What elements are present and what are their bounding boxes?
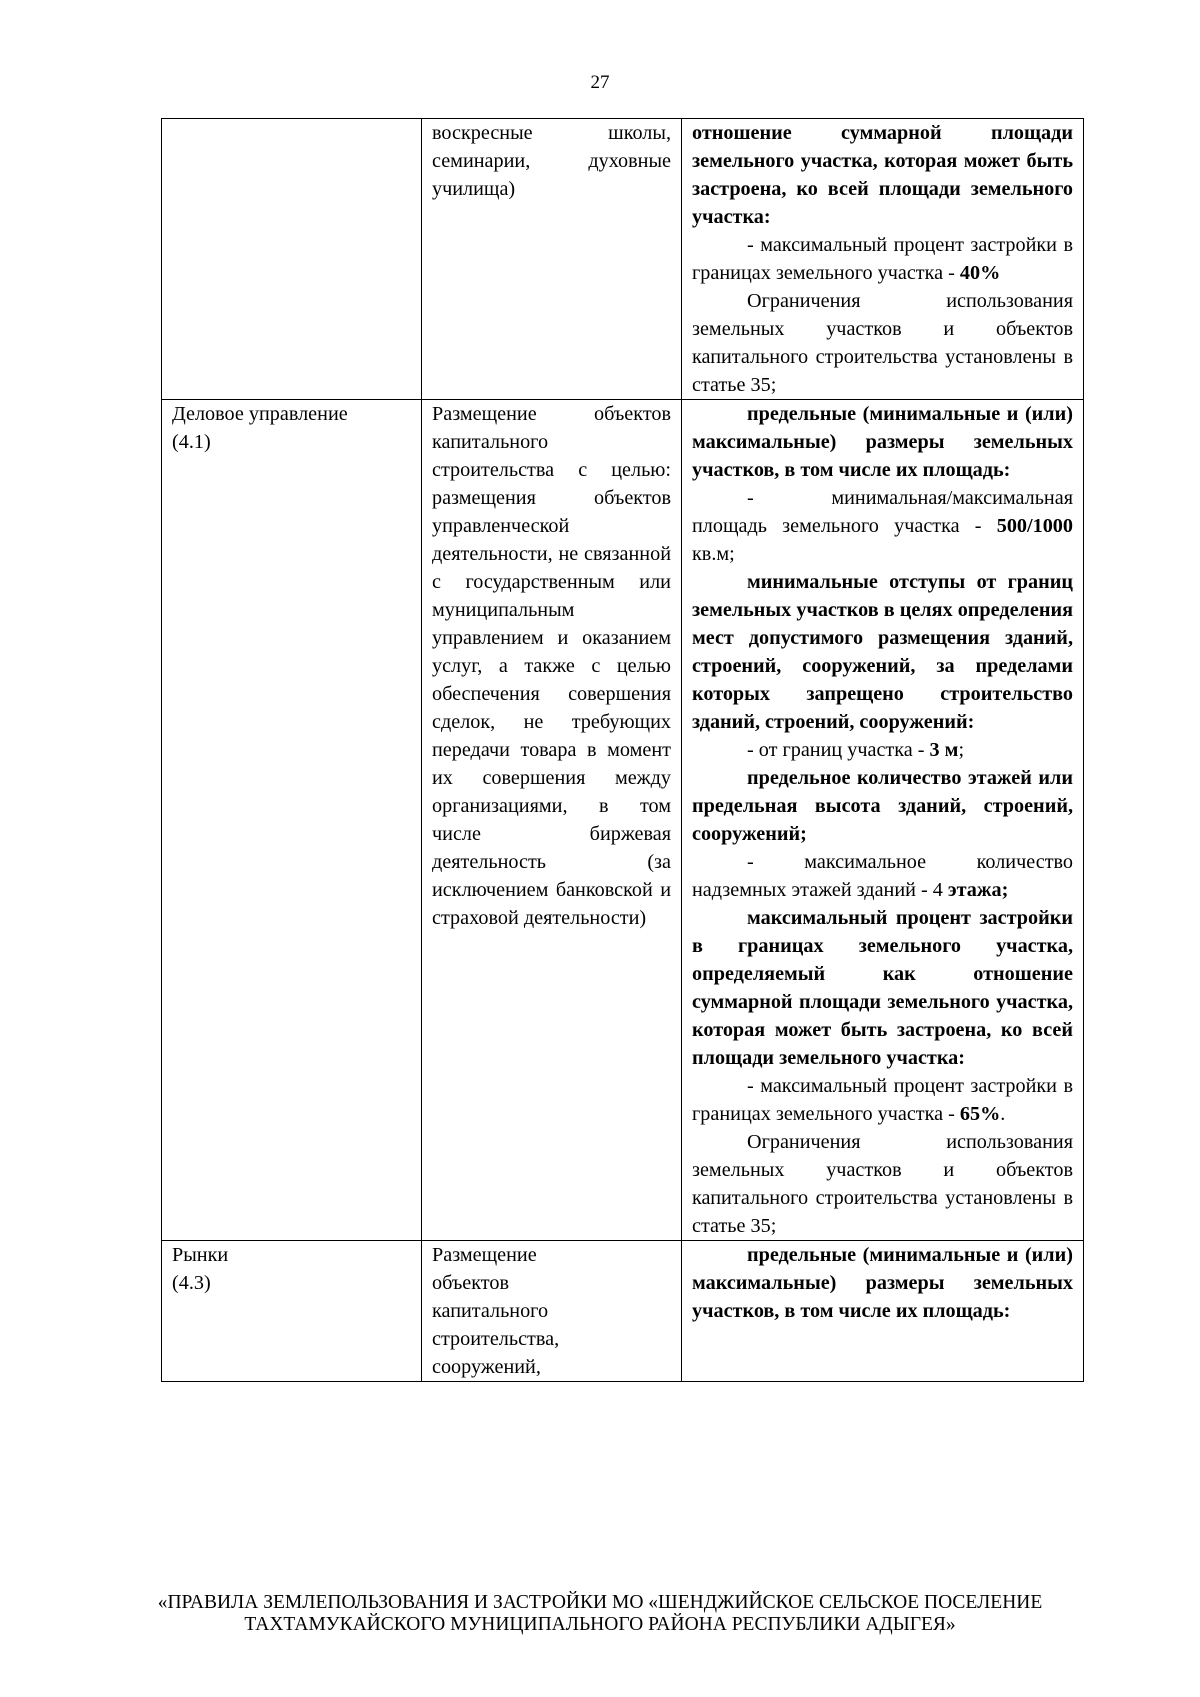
- use-description-cell: [422, 119, 682, 400]
- footer-line-2: ТАХТАМУКАЙСКОГО МУНИЦИПАЛЬНОГО РАЙОНА РЕСПУБЛИКИ АДЫГЕЯ»: [244, 1614, 956, 1635]
- parameter-paragraph: Ограничения использования земельных участков и объектов капитального строительства установлены в статье 35;: [692, 1131, 1073, 1237]
- parameter-value: 3 м: [929, 739, 959, 761]
- parameter-paragraph: [692, 231, 1073, 287]
- parameter-paragraph: предельные (минимальные и (или) максимальные) размеры земельных участков, в том числе их площадь:: [692, 1244, 1073, 1322]
- parameter-text: - максимальное количество надземных этажей зданий - 4: [692, 851, 1073, 901]
- document-footer: [0, 1592, 1200, 1636]
- parameter-paragraph: предельное количество этажей или предельная высота зданий, строений, сооружений;: [692, 767, 1073, 845]
- parameter-text: - максимальный процент застройки в границах земельного участка -: [692, 1075, 1073, 1125]
- use-description: Размещение объектов капитального строительства с целью: размещения объектов управленческой деятельности, не связанной с государственным или муниципальным управлением и оказанием услуг, а также с целью обеспечения совершения сделок, не требующих передачи товара в момент их совершения между организациями, в том числе биржевая деятельность (за исключением банковской и страховой деятельности): [432, 403, 671, 929]
- use-description: воскресные школы, семинарии, духовные училища): [432, 122, 671, 200]
- use-description: Размещение объектов капитального строительства, сооружений,: [432, 1244, 560, 1378]
- use-name-cell: [162, 1241, 422, 1382]
- parameter-text: ;: [958, 739, 965, 761]
- parameter-paragraph: предельные (минимальные и (или) максимальные) размеры земельных участков, в том числе их площадь:: [692, 403, 1073, 481]
- footer-line-1: «ПРАВИЛА ЗЕМЛЕПОЛЬЗОВАНИЯ И ЗАСТРОЙКИ МО «ШЕНДЖИЙСКОЕ СЕЛЬСКОЕ ПОСЕЛЕНИЕ: [157, 1592, 1043, 1613]
- zoning-rules-table: [161, 118, 1084, 1382]
- page-number: 27: [590, 72, 610, 93]
- parameter-value: 40%: [959, 262, 1001, 284]
- parameter-paragraph: максимальный процент застройки в границах земельного участка, определяемый как отношение суммарной площади земельного участка, которая может быть застроена, ко всей площади земельного участка:: [692, 907, 1073, 1069]
- parameters-cell: [682, 1241, 1084, 1382]
- parameter-text: - минимальная/максимальная площадь земельного участка -: [692, 487, 1073, 537]
- parameters-cell: [682, 119, 1084, 400]
- table-row: [162, 1241, 1084, 1382]
- table-row: [162, 400, 1084, 1241]
- parameter-paragraph: минимальные отступы от границ земельных участков в целях определения мест допустимого размещения зданий, строений, сооружений, за пределами которых запрещено строительство зданий, строений, сооружений:: [692, 571, 1073, 733]
- parameter-text: кв.м;: [692, 543, 735, 565]
- parameter-paragraph: [692, 1072, 1073, 1128]
- parameter-text: .: [1000, 1103, 1006, 1125]
- parameter-paragraph: [692, 484, 1073, 568]
- parameter-paragraph: [692, 736, 1073, 764]
- parameter-paragraph: отношение суммарной площади земельного участка, которая может быть застроена, ко всей площади земельного участка:: [692, 122, 1073, 228]
- use-name-cell: [162, 119, 422, 400]
- parameter-value: этажа;: [947, 879, 1009, 901]
- parameter-text: - от границ участка -: [747, 739, 930, 761]
- use-name: Деловое управление (4.1): [172, 403, 348, 453]
- parameters-cell: [682, 400, 1084, 1241]
- parameter-value: 65%: [959, 1103, 1001, 1125]
- use-description-cell: [422, 1241, 682, 1382]
- parameter-paragraph: [692, 848, 1073, 904]
- use-name: Рынки (4.3): [172, 1244, 229, 1294]
- parameter-value: 500/1000: [996, 515, 1073, 537]
- table-row: [162, 119, 1084, 400]
- parameter-paragraph: Ограничения использования земельных участков и объектов капитального строительства установлены в статье 35;: [692, 290, 1073, 396]
- use-description-cell: [422, 400, 682, 1241]
- parameter-text: - максимальный процент застройки в границах земельного участка -: [692, 234, 1073, 284]
- use-name-cell: [162, 400, 422, 1241]
